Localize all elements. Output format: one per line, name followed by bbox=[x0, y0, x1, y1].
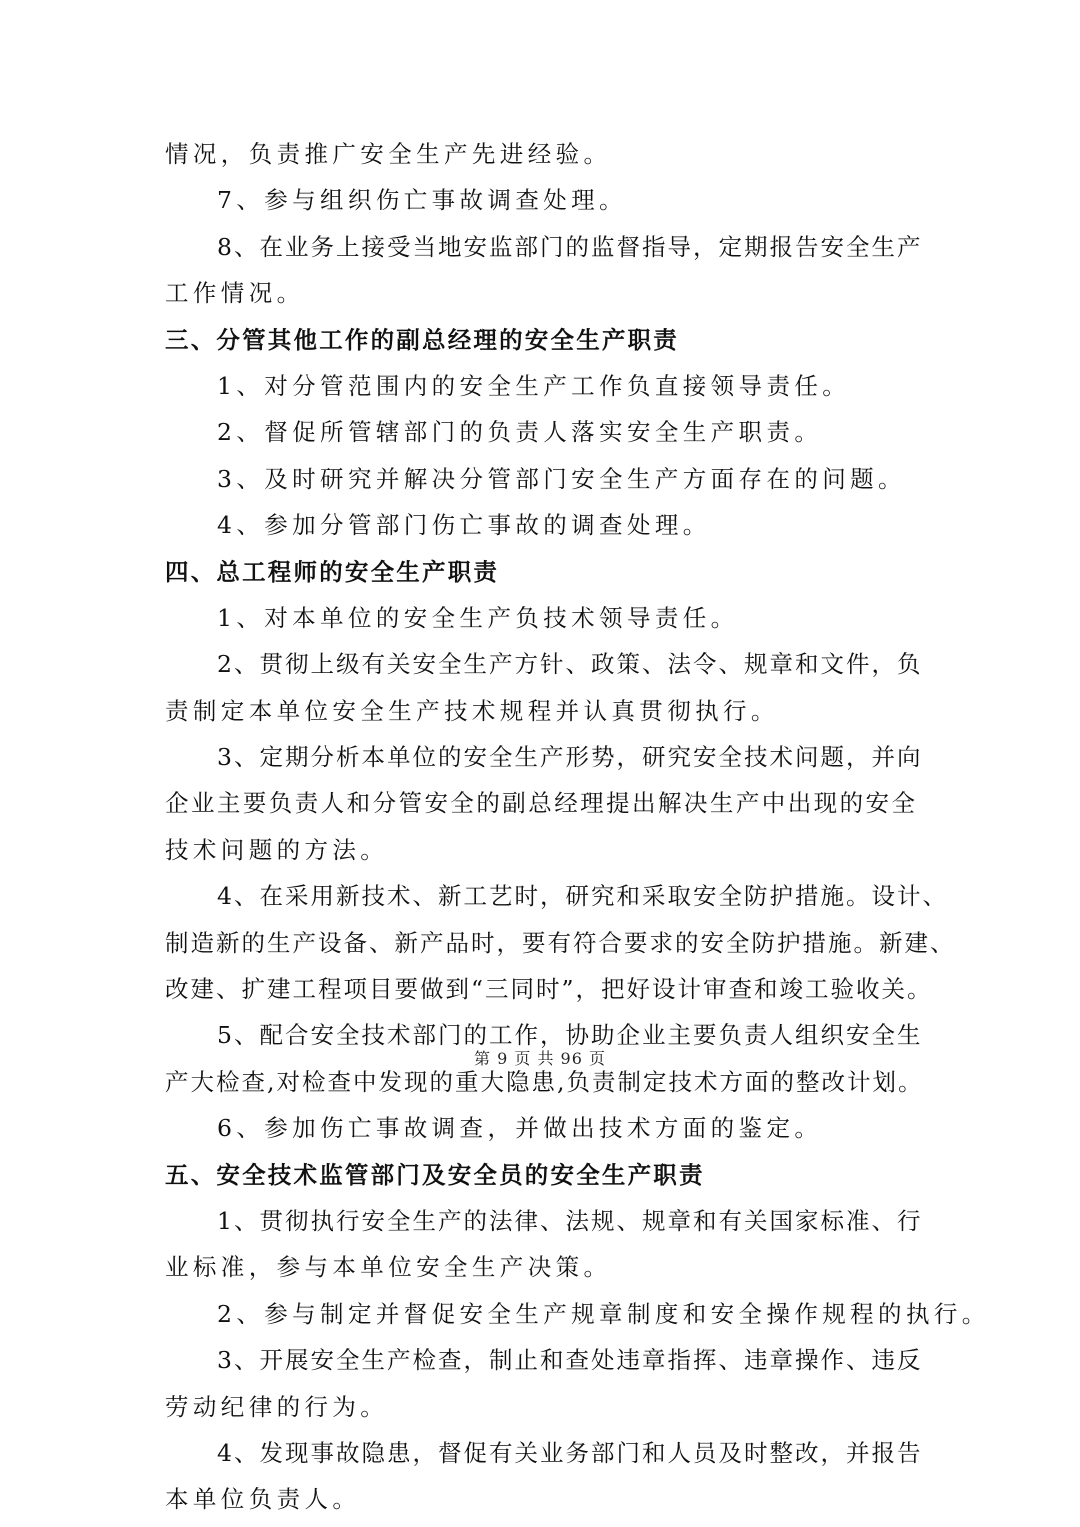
paragraph-line: 责制定本单位安全生产技术规程并认真贯彻执行。 bbox=[165, 696, 779, 725]
document-body bbox=[165, 131, 990, 1523]
section-heading: 四、总工程师的安全生产职责 bbox=[165, 557, 500, 586]
paragraph-line: 7、参与组织伤亡事故调查处理。 bbox=[217, 186, 627, 215]
paragraph-line: 改建、扩建工程项目要做到“三同时”，把好设计审查和竣工验收关。 bbox=[165, 975, 933, 1004]
paragraph-line: 1、贯彻执行安全生产的法律、法规、规章和有关国家标准、行 bbox=[217, 1206, 923, 1235]
paragraph-line: 2、贯彻上级有关安全生产方针、政策、法令、规章和文件，负 bbox=[217, 650, 923, 679]
paragraph-line: 3、开展安全生产检查，制止和查处违章指挥、违章操作、违反 bbox=[217, 1346, 923, 1375]
paragraph-line: 6、参加伤亡事故调查，并做出技术方面的鉴定。 bbox=[217, 1114, 823, 1143]
page-footer: 第 9 页 共 96 页 bbox=[474, 1049, 606, 1068]
paragraph-line: 企业主要负责人和分管安全的副总经理提出解决生产中出现的安全 bbox=[165, 789, 917, 818]
paragraph-line: 业标准，参与本单位安全生产决策。 bbox=[165, 1253, 612, 1282]
paragraph-line: 3、及时研究并解决分管部门安全生产方面存在的问题。 bbox=[217, 464, 906, 493]
section-heading: 五、安全技术监管部门及安全员的安全生产职责 bbox=[165, 1160, 705, 1189]
paragraph-line: 3、定期分析本单位的安全生产形势，研究安全技术问题，并向 bbox=[217, 743, 923, 772]
paragraph-line: 1、对分管范围内的安全生产工作负直接领导责任。 bbox=[217, 371, 851, 400]
paragraph-line: 2、督促所管辖部门的负责人落实安全生产职责。 bbox=[217, 418, 823, 447]
paragraph-line: 8、在业务上接受当地安监部门的监督指导，定期报告安全生产 bbox=[217, 232, 923, 261]
paragraph-line: 工作情况。 bbox=[165, 279, 305, 308]
paragraph-line: 4、发现事故隐患，督促有关业务部门和人员及时整改，并报告 bbox=[217, 1438, 923, 1467]
paragraph-line: 技术问题的方法。 bbox=[165, 835, 389, 864]
section-heading: 三、分管其他工作的副总经理的安全生产职责 bbox=[165, 325, 679, 354]
paragraph-line: 劳动纪律的行为。 bbox=[165, 1392, 389, 1421]
paragraph-line: 2、参与制定并督促安全生产规章制度和安全操作规程的执行。 bbox=[217, 1299, 990, 1328]
paragraph-line: 产大检查,对检查中发现的重大隐患,负责制定技术方面的整改计划。 bbox=[165, 1067, 924, 1096]
paragraph-line: 5、配合安全技术部门的工作，协助企业主要负责人组织安全生 bbox=[217, 1021, 923, 1050]
paragraph-line: 情况，负责推广安全生产先进经验。 bbox=[165, 140, 612, 168]
paragraph-line: 4、在采用新技术、新工艺时，研究和采取安全防护措施。设计、 bbox=[217, 882, 948, 911]
paragraph-line: 制造新的生产设备、新产品时，要有符合要求的安全防护措施。新建、 bbox=[165, 928, 956, 957]
paragraph-line: 本单位负责人。 bbox=[165, 1485, 361, 1514]
paragraph-line: 4、参加分管部门伤亡事故的调查处理。 bbox=[217, 511, 711, 540]
paragraph-line: 1、对本单位的安全生产负技术领导责任。 bbox=[217, 603, 739, 632]
